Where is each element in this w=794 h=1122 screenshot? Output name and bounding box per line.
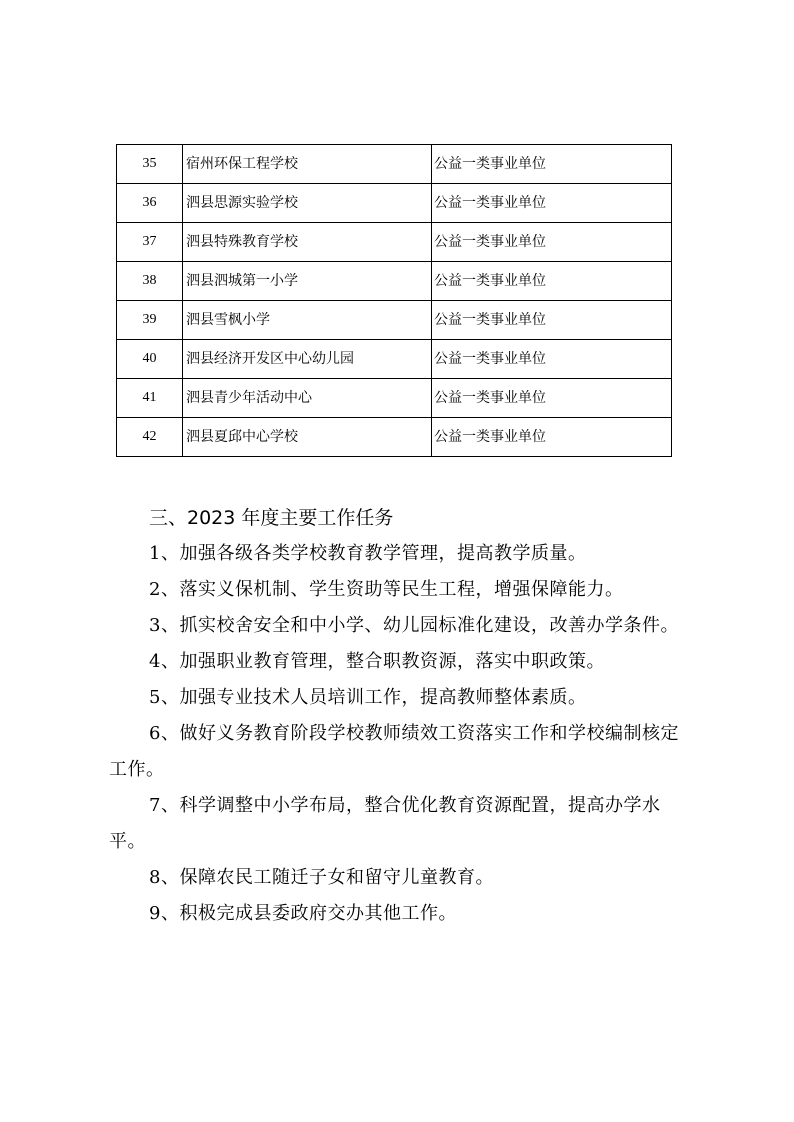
unit-name: 泗县泗城第一小学	[183, 262, 432, 301]
unit-name: 泗县经济开发区中心幼儿园	[183, 340, 432, 379]
row-number: 36	[117, 184, 183, 223]
task-item: 6、做好义务教育阶段学校教师绩效工资落实工作和学校编制核定工作。	[109, 723, 679, 780]
task-item: 9、积极完成县委政府交办其他工作。	[149, 903, 457, 924]
task-item: 3、抓实校舍安全和中小学、幼儿园标准化建设，改善办学条件。	[149, 615, 679, 636]
unit-type: 公益一类事业单位	[432, 184, 672, 223]
row-number: 42	[117, 418, 183, 457]
unit-name: 泗县青少年活动中心	[183, 379, 432, 418]
task-item: 1、加强各级各类学校教育教学管理，提高教学质量。	[149, 543, 587, 564]
section-heading: 三、2023 年度主要工作任务	[149, 507, 394, 529]
work-tasks-section	[109, 500, 689, 932]
unit-type: 公益一类事业单位	[432, 418, 672, 457]
table-row	[117, 301, 672, 340]
task-item: 2、落实义保机制、学生资助等民生工程，增强保障能力。	[149, 579, 624, 600]
unit-name: 宿州环保工程学校	[183, 145, 432, 184]
table-row	[117, 223, 672, 262]
table-row	[117, 262, 672, 301]
unit-type: 公益一类事业单位	[432, 301, 672, 340]
task-item: 5、加强专业技术人员培训工作，提高教师整体素质。	[149, 687, 587, 708]
task-item: 8、保障农民工随迁子女和留守儿童教育。	[149, 867, 494, 888]
table-row	[117, 418, 672, 457]
row-number: 37	[117, 223, 183, 262]
unit-name: 泗县雪枫小学	[183, 301, 432, 340]
table-row	[117, 340, 672, 379]
task-item: 4、加强职业教育管理，整合职教资源，落实中职政策。	[149, 651, 605, 672]
table-row	[117, 379, 672, 418]
unit-type: 公益一类事业单位	[432, 340, 672, 379]
row-number: 39	[117, 301, 183, 340]
row-number: 35	[117, 145, 183, 184]
unit-name: 泗县思源实验学校	[183, 184, 432, 223]
table-row	[117, 145, 672, 184]
unit-type: 公益一类事业单位	[432, 379, 672, 418]
row-number: 40	[117, 340, 183, 379]
unit-table	[116, 144, 672, 457]
unit-type: 公益一类事业单位	[432, 145, 672, 184]
row-number: 41	[117, 379, 183, 418]
unit-type: 公益一类事业单位	[432, 262, 672, 301]
row-number: 38	[117, 262, 183, 301]
unit-name: 泗县特殊教育学校	[183, 223, 432, 262]
task-item: 7、科学调整中小学布局，整合优化教育资源配置，提高办学水平。	[109, 795, 661, 852]
unit-type: 公益一类事业单位	[432, 223, 672, 262]
table-row	[117, 184, 672, 223]
unit-name: 泗县夏邱中心学校	[183, 418, 432, 457]
